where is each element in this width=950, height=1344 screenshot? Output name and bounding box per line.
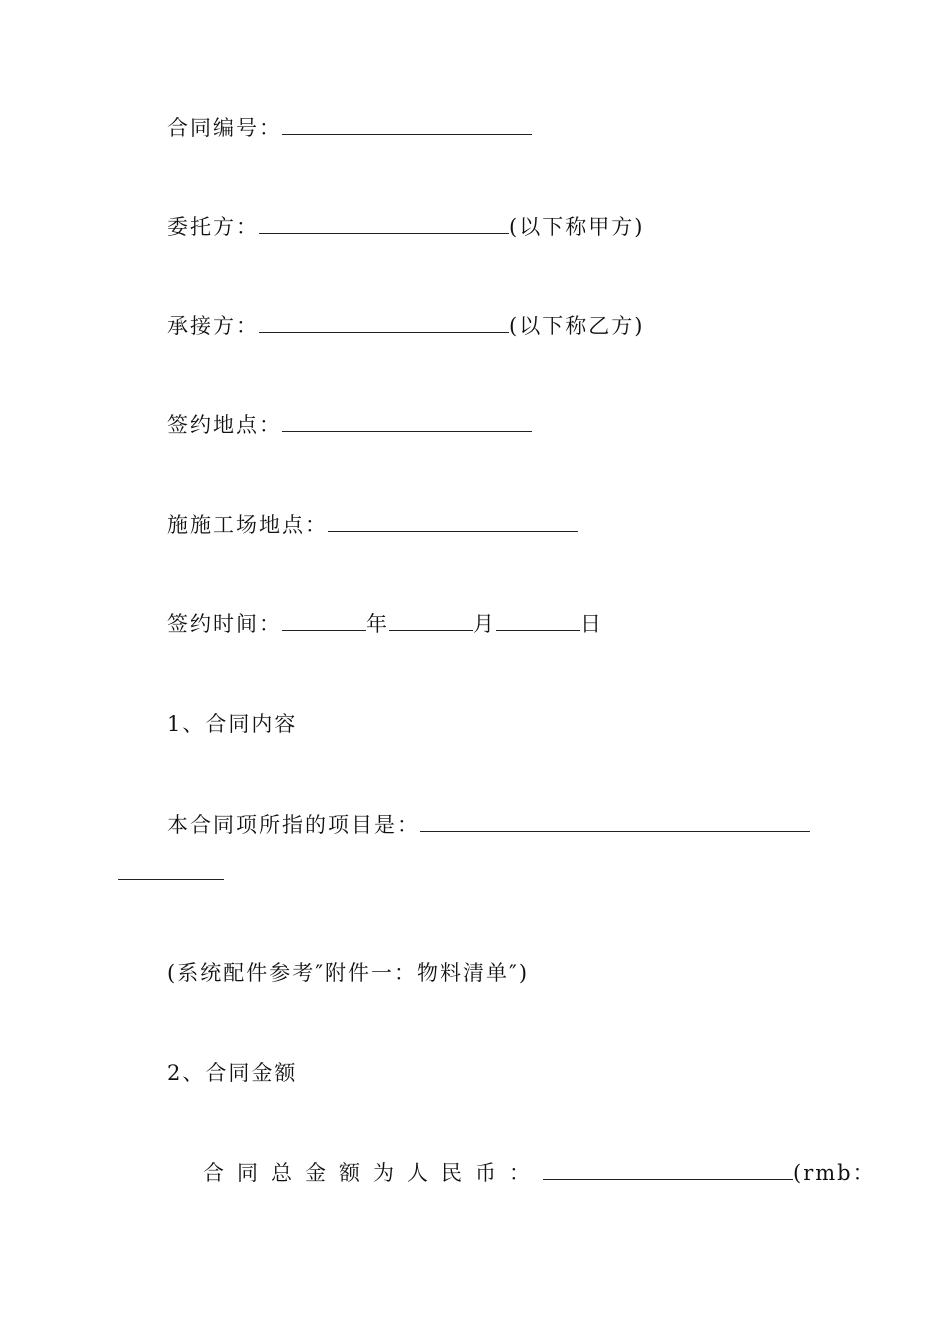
rmb-label: (rmb：: [793, 1161, 876, 1185]
client-suffix: (以下称甲方): [509, 215, 645, 239]
project-label: 本合同项所指的项目是：: [167, 813, 420, 837]
contract-number-blank[interactable]: [282, 114, 532, 135]
amount-label: 合同总金额为人民币：: [203, 1161, 543, 1185]
year-label: 年: [366, 612, 389, 636]
sign-place-label: 签约地点：: [167, 413, 282, 437]
contractor-label: 承接方：: [167, 314, 259, 338]
project-blank[interactable]: [420, 811, 810, 832]
site-blank[interactable]: [328, 511, 578, 532]
sign-place-row: [167, 410, 532, 440]
month-label: 月: [473, 612, 496, 636]
contract-number-row: [167, 113, 532, 143]
site-row: [167, 510, 578, 540]
project-blank-continuation-row: [118, 858, 224, 888]
section1-heading: 1、合同内容: [167, 712, 298, 736]
client-label: 委托方：: [167, 215, 259, 239]
day-blank[interactable]: [496, 610, 580, 631]
sign-time-label: 签约时间：: [167, 612, 282, 636]
site-label: 施施工场地点：: [167, 513, 328, 537]
sign-time-row: [167, 609, 603, 639]
day-label: 日: [580, 612, 603, 636]
contractor-row: [167, 311, 644, 341]
sign-place-blank[interactable]: [282, 411, 532, 432]
year-blank[interactable]: [282, 610, 366, 631]
contractor-suffix: (以下称乙方): [509, 314, 645, 338]
amount-row: [203, 1158, 876, 1188]
reference-note: (系统配件参考″附件一：物料清单″): [167, 961, 530, 985]
contractor-blank[interactable]: [259, 312, 509, 333]
section2-heading: 2、合同金额: [167, 1061, 298, 1085]
amount-blank[interactable]: [543, 1159, 793, 1180]
client-blank[interactable]: [259, 213, 509, 234]
project-blank-continuation[interactable]: [118, 859, 224, 880]
contract-number-label: 合同编号：: [167, 116, 282, 140]
project-row: [167, 810, 810, 840]
month-blank[interactable]: [389, 610, 473, 631]
client-row: [167, 212, 644, 242]
